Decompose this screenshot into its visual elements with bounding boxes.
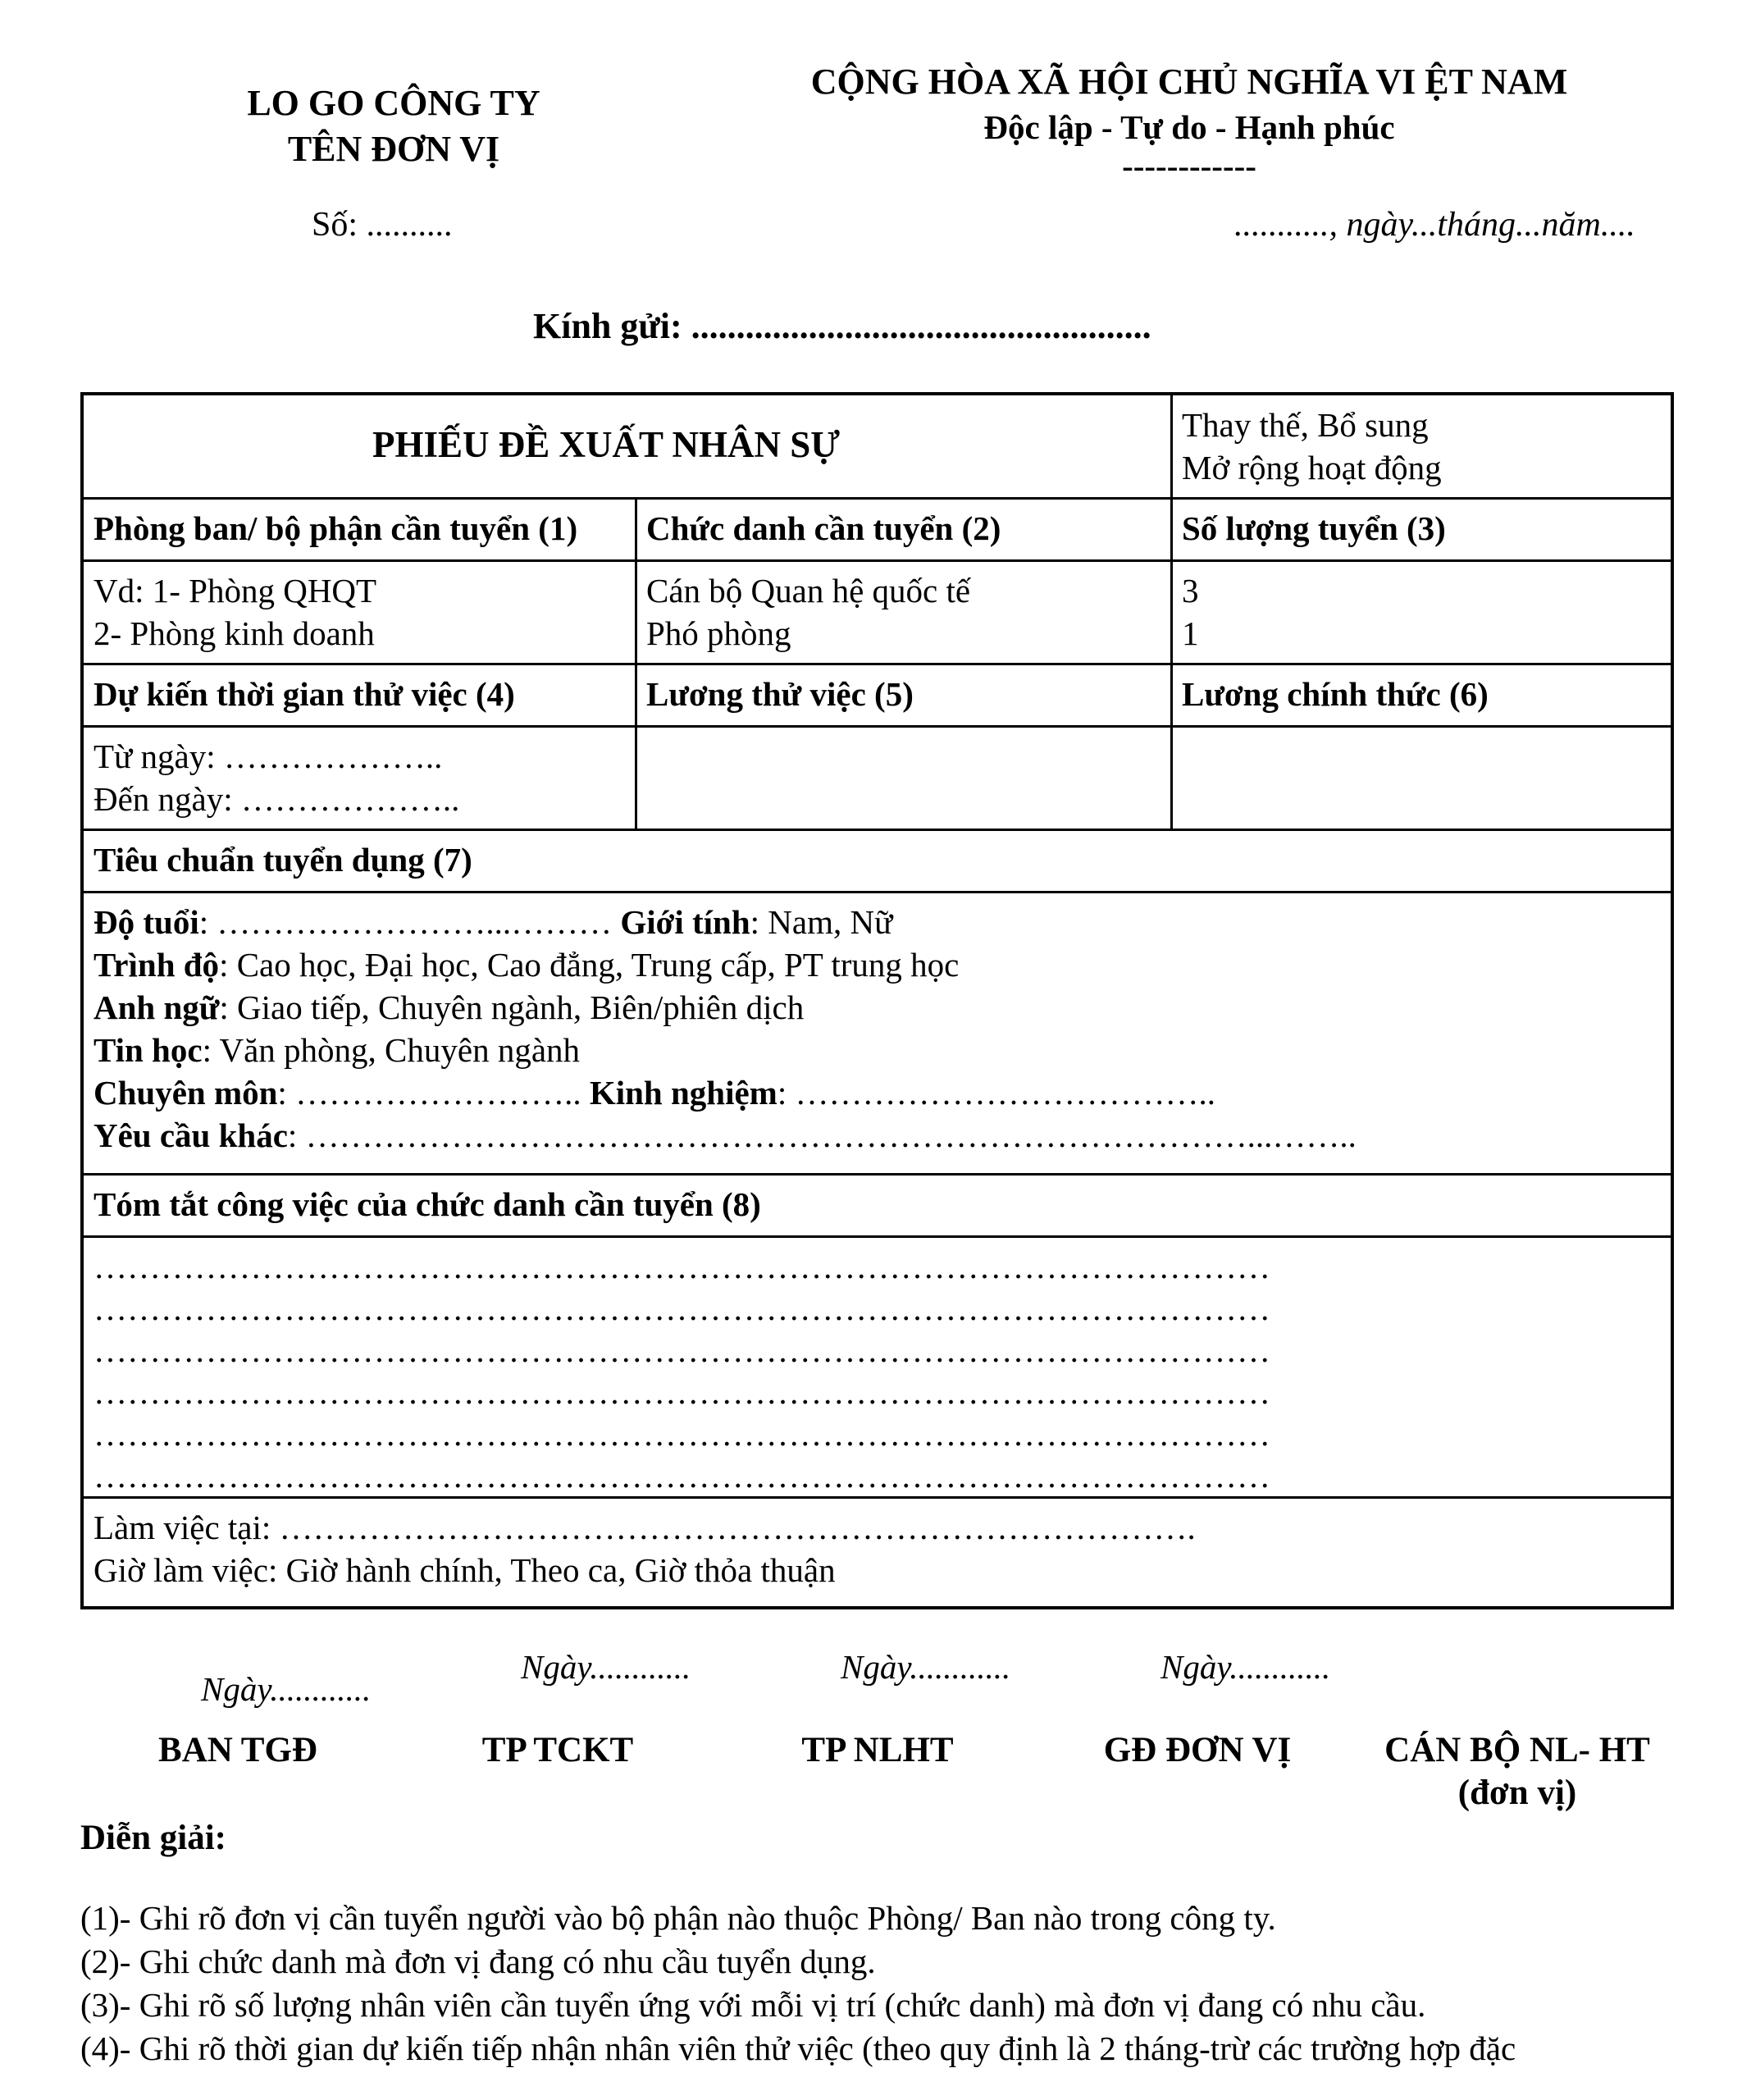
age-value: : ……………………...……… bbox=[198, 903, 621, 941]
criteria-age-gender bbox=[93, 901, 892, 943]
gender-label: Giới tính bbox=[620, 903, 750, 941]
quantity-header: Số lượng tuyển (3) bbox=[1182, 509, 1446, 547]
position-value-1: Cán bộ Quan hệ quốc tế bbox=[646, 572, 971, 609]
summary-line: …………………………………………………………………………………………… bbox=[93, 1415, 1270, 1453]
english-value: : Giao tiếp, Chuyên ngành, Biên/phiên dịch bbox=[219, 988, 805, 1026]
note-item: (1)- Ghi rõ đơn vị cần tuyển người vào bộ phận nào thuộc Phòng/ Ban nào trong công ty. bbox=[80, 1899, 1276, 1937]
col-divider bbox=[1170, 395, 1173, 497]
note-item: (2)- Ghi chức danh mà đơn vị đang có nhu cầu tuyển dụng. bbox=[80, 1942, 876, 1980]
summary-line: …………………………………………………………………………………………… bbox=[93, 1457, 1270, 1495]
company-logo-text: LO GO CÔNG TY bbox=[247, 83, 540, 123]
signature-date-1: Ngày............ bbox=[201, 1670, 372, 1708]
official-salary-header: Lương chính thức (6) bbox=[1182, 675, 1489, 713]
row-divider bbox=[84, 829, 1671, 831]
quantity-value-1: 3 bbox=[1182, 572, 1199, 609]
request-type-1: Thay thế, Bổ sung bbox=[1182, 406, 1429, 444]
gender-value: : Nam, Nữ bbox=[750, 903, 893, 941]
header-separator: ------------ bbox=[1122, 147, 1256, 185]
document-date: ..........., ngày...tháng...năm.... bbox=[1234, 206, 1635, 244]
row-divider bbox=[84, 1173, 1671, 1176]
criteria-other bbox=[93, 1114, 1357, 1157]
summary-line: …………………………………………………………………………………………… bbox=[93, 1248, 1270, 1285]
signature-date-4: Ngày............ bbox=[1160, 1648, 1331, 1686]
row-divider bbox=[84, 497, 1671, 500]
other-requirements-value: : …………………………………………………………………………...…….. bbox=[287, 1116, 1357, 1154]
row-divider bbox=[84, 891, 1671, 893]
major-label: Chuyên môn bbox=[93, 1074, 278, 1112]
row-divider bbox=[84, 663, 1671, 665]
quantity-value-2: 1 bbox=[1182, 614, 1199, 652]
request-type-2: Mở rộng hoạt động bbox=[1182, 449, 1442, 486]
signature-title-tp-nlht: TP NLHT bbox=[801, 1731, 954, 1769]
criteria-major-experience bbox=[93, 1071, 1215, 1114]
notes-list bbox=[80, 1897, 1516, 2070]
department-header: Phòng ban/ bộ phận cần tuyển (1) bbox=[93, 509, 578, 547]
education-value: : Cao học, Đại học, Cao đẳng, Trung cấp, PT trung học bbox=[219, 946, 960, 984]
col-divider bbox=[635, 497, 637, 829]
department-value-1: Vd: 1- Phòng QHQT bbox=[93, 572, 377, 609]
signature-title-can-bo bbox=[1345, 1729, 1689, 1815]
signature-title-ban-tgd: BAN TGĐ bbox=[158, 1731, 317, 1769]
criteria-header: Tiêu chuẩn tuyển dụng (7) bbox=[93, 841, 472, 879]
header-right bbox=[787, 59, 1591, 185]
signature-date-3: Ngày............ bbox=[841, 1648, 1011, 1686]
it-value: : Văn phòng, Chuyên ngành bbox=[202, 1031, 581, 1069]
notes-title: Diễn giải: bbox=[80, 1819, 226, 1857]
age-label: Độ tuổi bbox=[93, 903, 199, 941]
note-item: (3)- Ghi rõ số lượng nhân viên cần tuyển ứng với mỗi vị trí (chức danh) mà đơn vị đang có nhu cầu. bbox=[80, 1986, 1426, 2024]
education-label: Trình độ bbox=[93, 946, 220, 984]
probation-salary-header: Lương thử việc (5) bbox=[646, 675, 914, 713]
probation-period-header: Dự kiến thời gian thử việc (4) bbox=[93, 675, 515, 713]
signature-title-can-bo-main: CÁN BỘ NL- HT bbox=[1384, 1731, 1650, 1769]
job-summary-header: Tóm tắt công việc của chức danh cần tuyển (8) bbox=[93, 1185, 761, 1223]
form-title: PHIẾU ĐỀ XUẤT NHÂN SỰ bbox=[372, 424, 841, 465]
signature-date-2: Ngày............ bbox=[521, 1648, 691, 1686]
national-motto: Độc lập - Tự do - Hạnh phúc bbox=[983, 108, 1395, 146]
row-divider bbox=[84, 1235, 1671, 1238]
recipient-line: Kính gửi: ................................................... bbox=[533, 306, 1151, 346]
criteria-english bbox=[93, 986, 804, 1029]
it-label: Tin học bbox=[93, 1031, 203, 1069]
row-divider bbox=[84, 559, 1671, 562]
english-label: Anh ngữ bbox=[93, 988, 220, 1026]
row-divider bbox=[84, 725, 1671, 728]
document-number: Số: .......... bbox=[312, 206, 453, 244]
experience-value: : ……………………………….. bbox=[777, 1074, 1215, 1112]
major-value: : …………………….. bbox=[277, 1074, 590, 1112]
other-requirements-label: Yêu cầu khác bbox=[93, 1116, 288, 1154]
summary-line: …………………………………………………………………………………………… bbox=[93, 1331, 1270, 1369]
probation-from-date: Từ ngày: ……………….. bbox=[93, 737, 443, 775]
work-hours-line: Giờ làm việc: Giờ hành chính, Theo ca, Giờ thỏa thuận bbox=[93, 1551, 836, 1589]
header-left bbox=[189, 80, 599, 172]
workplace-line: Làm việc tại: ………………………………………………………………………. bbox=[93, 1509, 1196, 1546]
note-item: (4)- Ghi rõ thời gian dự kiến tiếp nhận nhân viên thử việc (theo quy định là 2 tháng-trừ các trường hợp đặc bbox=[80, 2029, 1516, 2067]
probation-to-date: Đến ngày: ……………….. bbox=[93, 780, 460, 818]
col-divider bbox=[1170, 497, 1173, 829]
position-header: Chức danh cần tuyển (2) bbox=[646, 509, 1001, 547]
summary-line: …………………………………………………………………………………………… bbox=[93, 1373, 1270, 1411]
personnel-request-form bbox=[80, 392, 1674, 1609]
country-name: CỘNG HÒA XÃ HỘI CHỦ NGHĨA VI ỆT NAM bbox=[810, 62, 1568, 102]
signature-title-gd-don-vi: GĐ ĐƠN VỊ bbox=[1103, 1731, 1292, 1769]
department-value-2: 2- Phòng kinh doanh bbox=[93, 614, 375, 652]
unit-name: TÊN ĐƠN VỊ bbox=[287, 129, 500, 169]
summary-line: …………………………………………………………………………………………… bbox=[93, 1290, 1270, 1327]
criteria-education bbox=[93, 943, 959, 986]
criteria-it bbox=[93, 1029, 580, 1071]
position-value-2: Phó phòng bbox=[646, 614, 791, 652]
signature-title-tp-tckt: TP TCKT bbox=[481, 1731, 634, 1769]
experience-label: Kinh nghiệm bbox=[589, 1074, 777, 1112]
signature-title-can-bo-sub: (đơn vị) bbox=[1457, 1774, 1577, 1812]
